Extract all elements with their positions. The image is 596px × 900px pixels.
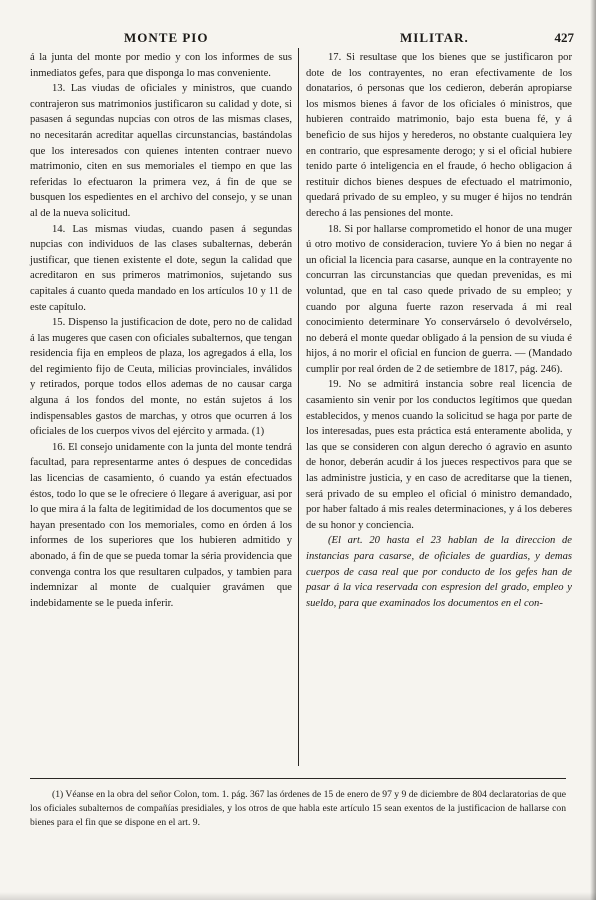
page-bottom-shadow [0,892,596,900]
page-edge-shadow [590,0,596,900]
paragraph-13: 13. Las viudas de oficiales y ministros, que cuando contrajeron sus matrimonios justificaron su calidad y dote, si pasasen á segundas nupcias con otros de las mismas clases, no necesitarán acreditar aquellas circunstancias, bastándolas que los interesados con quienes intenten contraer nuevo matrimonio, citen en sus memoriales el tiempo en que las referidas lo efectuaron la primera vez, á fin de que se busquen los espedientes en el archivo del consejo, y se unan al de la nueva solicitud. [30,83,292,219]
paragraph-15: 15. Dispenso la justificacion de dote, pero no de calidad á las mugeres que casen con oficiales subalternos, que tengan residencia fija en empleos de plaza, los agregados á ella, los del regimiento fijo de Ceuta, milicias provinciales, inválidos y retirados, porque todos ellos ademas de no causar carga alguna á los fondos del monte, no están sujetos á los indispensables gastos de marchas, y otros que ocurren á los oficiales de los cuerpos vivos del ejército y armada. (1) [30,317,292,438]
page-number: 427 [554,30,574,45]
left-column [30,50,292,611]
footnote-text: (1) Véanse en la obra del señor Colon, tom. 1. pág. 367 las órdenes de 15 de enero de 97 y 9 de diciembre de 804 declaratorias de que los oficiales subalternos de compañías presidiales, y los otros de que habla este artículo 15 sean exentos de la justificacion de hallarse con bienes para el fin que se dispone en el art. 9. [30,789,566,829]
right-column [306,50,572,611]
paragraph-note-20-23: (El art. 20 hasta el 23 hablan de la direccion de instancias para casarse, de oficiales de guardias, y demas cuerpos de casa real que por conducto de los gefes han de pasar á la vica reservada con espresion del grado, empleo y sueldo, para que examinados los documentos en el con- [306,535,572,609]
running-header [28,30,574,52]
header-left-title: MONTE PIO [124,30,209,45]
paragraph-18: 18. Si por hallarse comprometido el honor de una muger ú otro motivo de consideracion, tuviere Yo á bien no negar á un oficial la licencia para casarse, aunque en la contrayente no concurran las circunstancias que quedan prevenidas, es mi voluntad, que en tal caso quede privado de su empleo; y cuando por alguna fuerte razon reservada á mi real conocimiento determinare Yo conservárselo ó devolvérselo, no deberá el monte quedar obligado á la pension de su viuda é hijos, á no morir el oficial en funcion de guerra. — (Mandado cumplir por real órden de 2 de setiembre de 1817, pág. 246). [306,223,572,375]
paragraph-14: 14. Las mismas viudas, cuando pasen á segundas nupcias con individuos de las clases subalternas, deberán justificar, que tienen existente el dote, segun la calidad que acreditaron en sus primeros matrimonios, sujetando sus capitales á cuanto queda mandado en los artículos 10 y 11 de este capítulo. [30,223,292,313]
header-right-title: MILITAR. [400,30,469,45]
paragraph-16: 16. El consejo unidamente con la junta del monte tendrá facultad, para representarme antes ó despues de concedidas las licencias de casamiento, ó cuando ya están efectuados éstos, todo lo que se le ofreciere ó llegare á averiguar, asi por lo que mira á la falta de legitimidad de los documentos que se hayan presentado con los memoriales, como en órden á los informes de los superiores que los hubieren admitido y abonado, á fin de que se pueda tomar la séria providencia que convenga contra los que resultaren culpados, y tambien para indemnizar al monte de cualquier gravámen que indebidamente se le pueda inferir. [30,441,292,609]
paragraph-17: 17. Si resultase que los bienes que se justificaron por dote de los contrayentes, no eran efectivamente de los donatarios, ó personas que los cedieron, deberán apropiarse los mismos bienes á favor de los oficiales ó ministros, que hubieren contraido matrimonio, bajo esta buena fé, y á beneficio de sus hijos y herederos, no obstante cualquiera ley en contrario, que espresamente derogo; y si el oficial hubiere tenido parte ó inteligencia en el fraude, ó hecho obligacion á restituir dichos bienes despues de efectuado el matrimonio, quedará privado de su empleo, y su muger é hijos no tendrán derecho á las pensiones del monte. [306,52,572,219]
footnote-rule [30,778,566,779]
column-divider [298,48,299,766]
paragraph-19: 19. No se admitirá instancia sobre real licencia de casamiento sin venir por los conductos legítimos que quedan establecidos, y menos cuando la solicitud se haga por parte de los interesadas, pues esta práctica está enteramente abolida, y las que se consideren con algun derecho ó agravio en asunto de honor, deberán acudir á los jueces respectivos para que se las administre justicia, y en caso de acreditarse que la tienen, será privado de su empleo el oficial ó ministro demandado, por haber faltado á mis reales determinaciones, y á los deberes de su honor y conciencia. [306,379,572,531]
paragraph-continuation: á la junta del monte por medio y con los informes de sus inmediatos gefes, para que disponga lo mas conveniente. [30,52,292,79]
footnote [30,788,566,831]
